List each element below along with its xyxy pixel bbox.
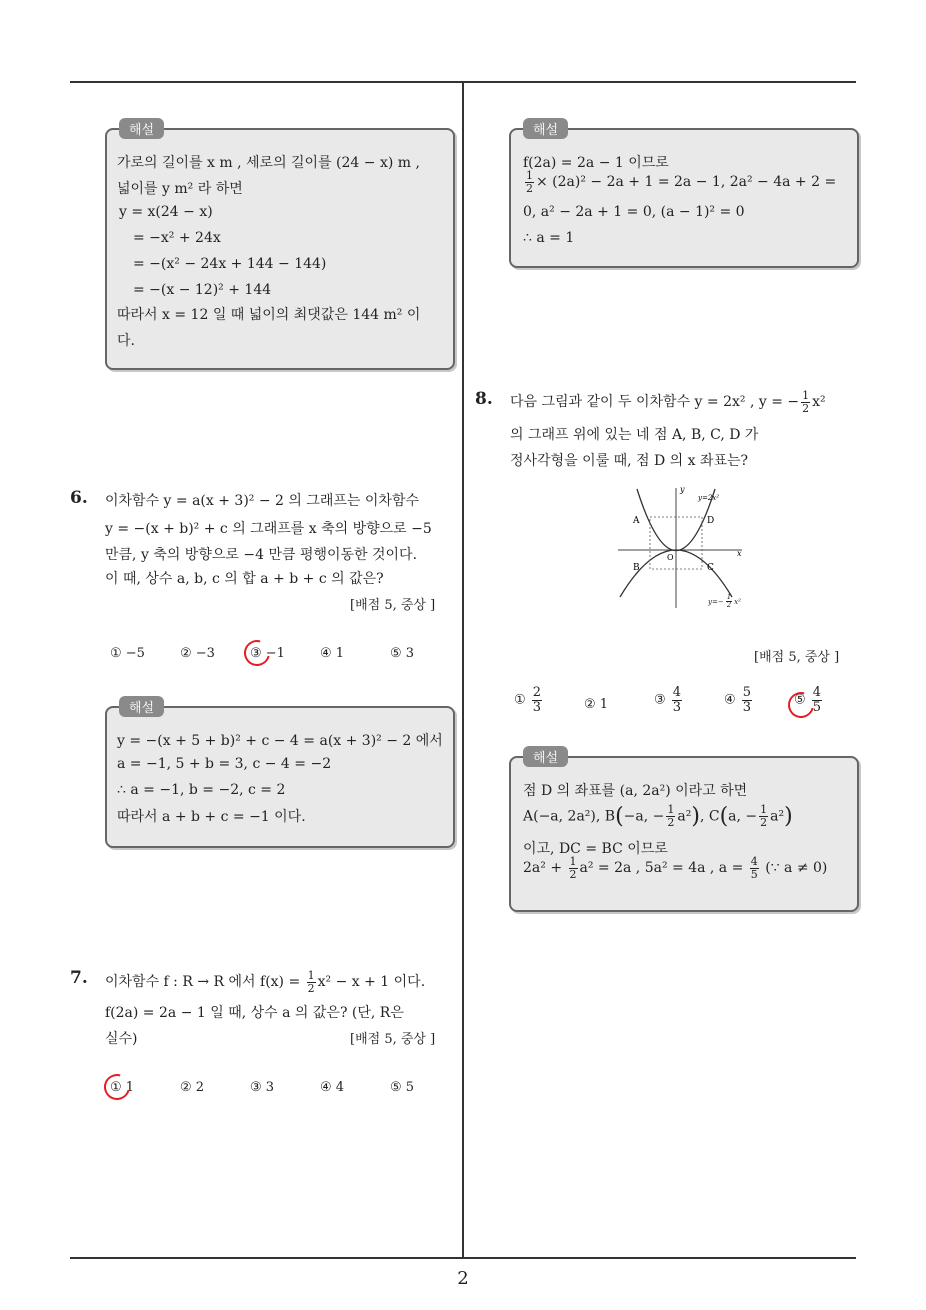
- fraction-numerator: 1: [802, 389, 810, 402]
- answer-mark: [239, 635, 275, 671]
- solution-text-part: −a, −: [623, 808, 665, 825]
- fraction: [307, 970, 316, 994]
- question-number: 8.: [475, 389, 493, 409]
- solution-box-q5: [105, 123, 455, 370]
- solution-line: 다.: [117, 333, 135, 349]
- fraction: [742, 686, 752, 714]
- score-label: [배점 5, 중상 ]: [350, 1032, 436, 1047]
- question-number: 6.: [70, 488, 88, 508]
- question-number: 7.: [70, 968, 88, 988]
- curve-label-lower: [708, 594, 741, 610]
- question-text-part: 다음 그림과 같이 두 이차함수 y = 2x² , y = −: [510, 394, 800, 411]
- solution-line: ∴ a = 1: [523, 230, 575, 246]
- solution-text-part: (∵ a ≠ 0): [760, 860, 828, 877]
- column-divider: [462, 82, 464, 1258]
- solution-tag: 해설: [523, 746, 568, 767]
- solution-text-part: A(−a, 2a²), B: [523, 808, 616, 825]
- solution-line: 점 D 의 좌표를 (a, 2a²) 이라고 하면: [523, 783, 748, 799]
- choice-1[interactable]: ① −5: [110, 646, 145, 661]
- choice-5[interactable]: ⑤ 5: [390, 1080, 415, 1095]
- right-paren: ): [691, 804, 700, 829]
- choice-symbol: ④: [724, 692, 736, 708]
- point-a-label: A: [633, 516, 640, 526]
- question-text: 만큼, y 축의 방향으로 −4 만큼 평행이동한 것이다.: [105, 547, 418, 563]
- solution-line: 넓이를 y m² 라 하면: [117, 181, 243, 197]
- fraction-denominator: 2: [802, 401, 810, 415]
- solution-box-q7: [509, 123, 859, 268]
- solution-line: 0, a² − 2a + 1 = 0, (a − 1)² = 0: [523, 204, 745, 220]
- solution-text-part: a² = 2a , 5a² = 4a , a =: [579, 860, 748, 877]
- question-text: [105, 970, 425, 994]
- left-paren: (: [719, 804, 729, 829]
- solution-line: f(2a) = 2a − 1 이므로: [523, 155, 669, 171]
- solution-line: [523, 804, 793, 829]
- left-paren: (: [615, 804, 624, 829]
- choice-value: 1: [599, 697, 609, 712]
- question-text: f(2a) = 2a − 1 일 때, 상수 a 의 값은? (단, R은: [105, 1005, 404, 1021]
- choice-3[interactable]: ③ −1: [250, 646, 285, 661]
- solution-tag: 해설: [119, 118, 164, 139]
- solution-line: 이고, DC = BC 이므로: [523, 841, 668, 857]
- point-c-label: C: [707, 563, 714, 573]
- fraction: [672, 686, 682, 714]
- fraction-denominator: 3: [672, 699, 682, 715]
- choice-4[interactable]: [724, 686, 754, 714]
- question-text-part: 이차함수 f : R → R 에서 f(x) =: [105, 974, 305, 991]
- fraction-denominator: 2: [526, 181, 533, 195]
- question-text: 의 그래프 위에 있는 네 점 A, B, C, D 가: [510, 427, 759, 443]
- curve-label-part: y=−: [708, 597, 724, 606]
- solution-line: 따라서 x = 12 일 때 넓이의 최댓값은 144 m² 이: [117, 307, 421, 323]
- solution-tag: 해설: [523, 118, 568, 139]
- fraction: [532, 686, 542, 714]
- solution-line: [523, 856, 827, 880]
- question-text-part: x²: [812, 394, 826, 411]
- fraction: [569, 856, 578, 880]
- fraction-denominator: 3: [742, 699, 752, 715]
- point-d-label: D: [707, 516, 715, 526]
- solution-text-part: a²: [770, 808, 785, 825]
- choice-symbol: ①: [514, 692, 526, 708]
- fraction-numerator: 4: [812, 685, 822, 700]
- answer-mark: [99, 1069, 135, 1105]
- fraction-denominator: 2: [307, 981, 315, 995]
- fraction-denominator: 2: [667, 816, 675, 829]
- question-text: 실수): [105, 1031, 138, 1047]
- fraction-numerator: 1: [307, 969, 315, 982]
- choice-2[interactable]: ② 2: [180, 1080, 205, 1095]
- solution-line: y = −(x + 5 + b)² + c − 4 = a(x + 3)² − 2 에서: [117, 733, 443, 749]
- fraction-denominator: 3: [532, 699, 542, 715]
- question-text: 정사각형을 이룰 때, 점 D 의 x 좌표는?: [510, 453, 749, 469]
- solution-line: = −(x² − 24x + 144 − 144): [133, 256, 327, 272]
- solution-text-part: a²: [677, 808, 692, 825]
- fraction-numerator: 1: [569, 855, 577, 868]
- choice-symbol: ⑤: [794, 692, 806, 708]
- solution-text-part: 2a² +: [523, 860, 567, 877]
- fraction: [759, 804, 768, 828]
- question-text-part: x² − x + 1 이다.: [317, 974, 426, 991]
- solution-text-part: , C: [699, 808, 720, 825]
- solution-line: [523, 170, 836, 194]
- solution-line: = −x² + 24x: [133, 230, 221, 246]
- choice-2[interactable]: ② −3: [180, 646, 215, 661]
- fraction-denominator: 2: [726, 601, 732, 610]
- solution-tag: 해설: [119, 696, 164, 717]
- question-text: 이 때, 상수 a, b, c 의 합 a + b + c 의 값은?: [105, 571, 384, 587]
- footer-rule: [70, 1257, 856, 1259]
- choice-1[interactable]: [514, 686, 544, 714]
- fraction: [726, 594, 732, 610]
- choice-4[interactable]: ④ 1: [320, 646, 345, 661]
- page-number: 2: [457, 1268, 469, 1289]
- fraction-numerator: 1: [526, 169, 533, 182]
- choice-symbol: ②: [584, 697, 596, 712]
- fraction-numerator: 4: [672, 685, 682, 700]
- fraction-numerator: 5: [742, 685, 752, 700]
- fraction-numerator: 4: [750, 855, 758, 868]
- choice-1[interactable]: ① 1: [110, 1080, 135, 1095]
- fraction-denominator: 2: [760, 816, 768, 829]
- fraction: [801, 390, 810, 414]
- question-text: 이차함수 y = a(x + 3)² − 2 의 그래프는 이차함수: [105, 493, 420, 509]
- question-text: [510, 390, 826, 414]
- score-label: [배점 5, 중상 ]: [350, 598, 436, 613]
- question-text: y = −(x + b)² + c 의 그래프를 x 축의 방향으로 −5: [105, 521, 432, 537]
- solution-box-q8: [509, 751, 859, 912]
- fraction-denominator: 5: [750, 867, 758, 881]
- curve-label-part: x²: [734, 597, 741, 606]
- fraction: [750, 856, 759, 880]
- solution-line: ∴ a = −1, b = −2, c = 2: [117, 782, 286, 798]
- solution-text-part: a, −: [728, 808, 758, 825]
- choice-3[interactable]: [654, 686, 684, 714]
- fraction-numerator: 1: [760, 803, 768, 817]
- fraction-denominator: 2: [569, 867, 577, 881]
- fraction-denominator: 5: [812, 699, 822, 715]
- choice-symbol: ③: [654, 692, 666, 708]
- choice-3[interactable]: ③ 3: [250, 1080, 275, 1095]
- curve-label-upper: y=2x²: [698, 494, 720, 502]
- solution-line: = −(x − 12)² + 144: [133, 282, 272, 298]
- y-axis-label: y: [680, 485, 685, 494]
- right-paren: ): [784, 804, 793, 829]
- choice-4[interactable]: ④ 4: [320, 1080, 345, 1095]
- score-label: [배점 5, 중상 ]: [754, 650, 840, 665]
- fraction-numerator: 2: [532, 685, 542, 700]
- choice-2[interactable]: [584, 697, 608, 712]
- solution-line: 가로의 길이를 x m , 세로의 길이를 (24 − x) m ,: [117, 155, 420, 171]
- choice-5[interactable]: ⑤ 3: [390, 646, 415, 661]
- solution-line: y = x(24 − x): [119, 204, 213, 220]
- fraction: [666, 804, 675, 828]
- fraction-numerator: 1: [667, 803, 675, 817]
- x-axis-label: x: [737, 549, 742, 558]
- fraction: [525, 170, 534, 194]
- solution-line: a = −1, 5 + b = 3, c − 4 = −2: [117, 756, 332, 772]
- solution-text-part: × (2a)² − 2a + 1 = 2a − 1, 2a² − 4a + 2 =: [536, 174, 837, 191]
- origin-label: O: [667, 553, 674, 562]
- point-b-label: B: [633, 563, 640, 573]
- solution-line: 따라서 a + b + c = −1 이다.: [117, 809, 306, 825]
- solution-box-q6: [105, 701, 455, 848]
- fraction-numerator: 1: [726, 593, 732, 601]
